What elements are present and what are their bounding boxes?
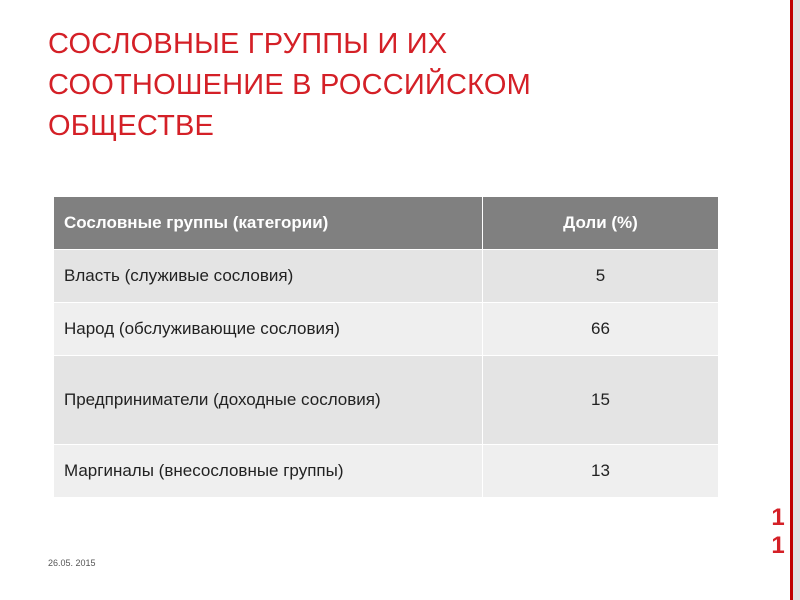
row-category: Власть (служивые сословия) [54,250,483,303]
slide-title-line-3: ОБЩЕСТВЕ [48,110,215,142]
slide-title-line-2: СООТНОШЕНИЕ В РОССИЙСКОМ [48,69,532,101]
row-share: 13 [483,445,719,498]
table-row [54,356,719,445]
estate-groups-table [53,196,719,498]
table-row [54,445,719,498]
right-edge-accent-line [790,0,793,600]
row-share: 5 [483,250,719,303]
slide-title-line-1: СОСЛОВНЫЕ ГРУППЫ И ИХ [48,28,448,60]
table-header-row [54,197,719,250]
row-share: 66 [483,303,719,356]
row-category: Маргиналы (внесословные группы) [54,445,483,498]
row-share: 15 [483,356,719,445]
table-row [54,250,719,303]
right-edge-bar [790,0,800,600]
header-category: Сословные группы (категории) [54,197,483,250]
table-row [54,303,719,356]
slide-date: 26.05. 2015 [48,558,96,568]
page-number: 11 [771,504,785,559]
header-share: Доли (%) [483,197,719,250]
row-category: Народ (обслуживающие сословия) [54,303,483,356]
slide-title [48,24,588,147]
row-category: Предприниматели (доходные сословия) [54,356,483,445]
